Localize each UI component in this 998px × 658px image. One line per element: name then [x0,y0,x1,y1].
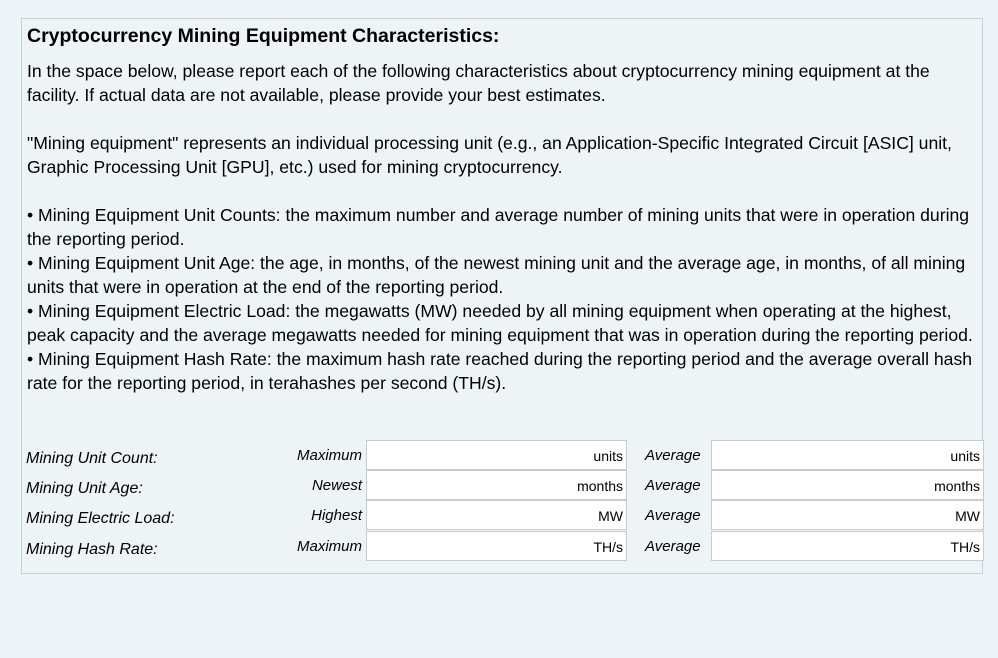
qualifier-newest: Newest [311,477,362,494]
row-hash-rate [22,531,984,561]
qualifier-maximum: Maximum [296,447,362,464]
row-label: Mining Hash Rate: [26,541,158,558]
row-label: Mining Unit Count: [26,450,158,467]
avg-unit-age-input[interactable] [711,470,984,500]
newest-unit-age-input[interactable] [366,470,627,500]
unit-label: TH/s [950,539,980,555]
unit-label: units [950,448,980,464]
bullet-electric-load: • Mining Equipment Electric Load: the megawatts (MW) needed by all mining equipment when operating at the highest, peak capacity and the average megawatts needed for mining equipment that was in operation during the reporting period. [27,301,973,345]
mining-equipment-section [21,18,983,574]
unit-label: months [577,478,623,494]
section-title: Cryptocurrency Mining Equipment Characteristics: [27,25,500,47]
qualifier-average: Average [645,538,701,555]
row-electric-load [22,500,984,530]
qualifier-average: Average [645,507,701,524]
highest-electric-load-input[interactable] [366,500,627,530]
definition-paragraph: "Mining equipment" represents an individual processing unit (e.g., an Application-Specific Integrated Circuit [ASIC] unit, Graphic Processing Unit [GPU], etc.) used for mining cryptocurrency. [27,133,952,177]
characteristics-list [27,203,983,395]
bullet-hash-rate: • Mining Equipment Hash Rate: the maximum hash rate reached during the reporting period and the average overall hash rate for the reporting period, in terahashes per second (TH/s). [27,349,973,393]
bullet-unit-age: • Mining Equipment Unit Age: the age, in months, of the newest mining unit and the average age, in months, of all mining units that were in operation at the end of the reporting period. [27,253,966,297]
row-unit-age [22,470,984,500]
unit-label: MW [955,508,980,524]
max-hash-rate-input[interactable] [366,531,627,561]
qualifier-average: Average [645,477,701,494]
intro-paragraph: In the space below, please report each of the following characteristics about cryptocurrency mining equipment at the facility. If actual data are not available, please provide your best estimates. [27,61,930,105]
avg-electric-load-input[interactable] [711,500,984,530]
unit-label: months [934,478,980,494]
bullet-unit-counts: • Mining Equipment Unit Counts: the maximum number and average number of mining units that were in operation during the reporting period. [27,205,970,249]
row-label: Mining Unit Age: [26,480,143,497]
row-label: Mining Electric Load: [26,510,175,527]
qualifier-highest: Highest [311,507,362,524]
row-unit-count [22,440,984,470]
instructions [27,59,983,395]
unit-label: TH/s [593,539,623,555]
avg-hash-rate-input[interactable] [711,531,984,561]
avg-unit-count-input[interactable] [711,440,984,470]
qualifier-average: Average [645,447,701,464]
unit-label: MW [598,508,623,524]
unit-label: units [593,448,623,464]
max-unit-count-input[interactable] [366,440,627,470]
qualifier-maximum: Maximum [296,538,362,555]
